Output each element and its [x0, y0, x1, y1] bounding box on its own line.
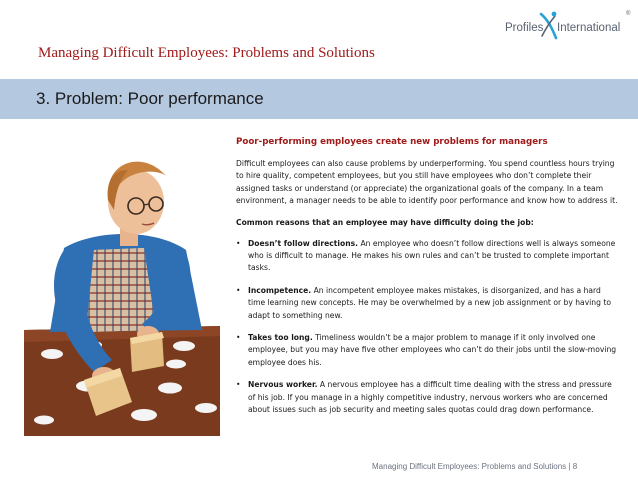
woman-stacking-blocks-photo: [24, 140, 220, 436]
bullet-icon: •: [236, 238, 241, 248]
reason-item: [236, 285, 620, 322]
bullet-icon: •: [236, 333, 241, 343]
intro-paragraph: Difficult employees can also cause problems by underperforming. You spend countless hours trying to hire quality, competent employees, but you still have employees who don’t complete their assigned tasks or understand (or appreciate) the organizational goals of the company. In a team environment, a manager needs to be able to identify poor performance and know how to address it.: [236, 159, 618, 206]
photo-illustration: [24, 140, 220, 436]
brand-logo: [505, 8, 633, 42]
reason-text: An incompetent employee makes mistakes, is disorganized, and has a hard time learning new concepts. He may be overwhelmed by a new job assignment or by having to adapt to something new.: [248, 285, 611, 320]
reason-item: [236, 238, 620, 275]
reason-text: A nervous employee has a difficult time dealing with the stress and pressure of his job. If you manage in a highly competitive industry, nervous workers who are concerned about issues such as job security and meeting sales quotas could drag down performance.: [248, 380, 612, 415]
reason-term: Nervous worker.: [248, 380, 318, 390]
page-footer: Managing Difficult Employees: Problems and Solutions | 8: [372, 462, 578, 471]
content-column: [236, 137, 620, 427]
reason-item: [236, 379, 620, 416]
bullet-icon: •: [236, 380, 241, 390]
reason-item: [236, 332, 620, 369]
deck-title: Managing Difficult Employees: Problems and Solutions: [38, 45, 375, 61]
brand-name-part2: International: [557, 22, 621, 34]
reason-term: Takes too long.: [248, 333, 313, 343]
reason-term: Doesn’t follow directions.: [248, 238, 359, 248]
reasons-list: [236, 238, 620, 417]
reasons-title: Common reasons that an employee may have difficulty doing the job:: [236, 217, 534, 227]
bullet-icon: •: [236, 285, 241, 295]
registered-mark: ®: [626, 11, 631, 17]
brand-name-part1: Profiles: [505, 22, 544, 34]
content-subhead: Poor-performing employees create new problems for managers: [236, 137, 548, 147]
reason-text: Timeliness wouldn’t be a major problem to manage if it only involved one employee, but you may have five other employees who can’t do their jobs until the slow-moving employee does his.: [248, 333, 617, 367]
slide-heading: 3. Problem: Poor performance: [36, 89, 264, 108]
reason-text: An employee who doesn’t follow directions well is always someone who is difficult to manage. He makes his own rules and can’t be trusted to complete important tasks.: [248, 238, 616, 273]
reason-term: Incompetence.: [248, 285, 312, 295]
